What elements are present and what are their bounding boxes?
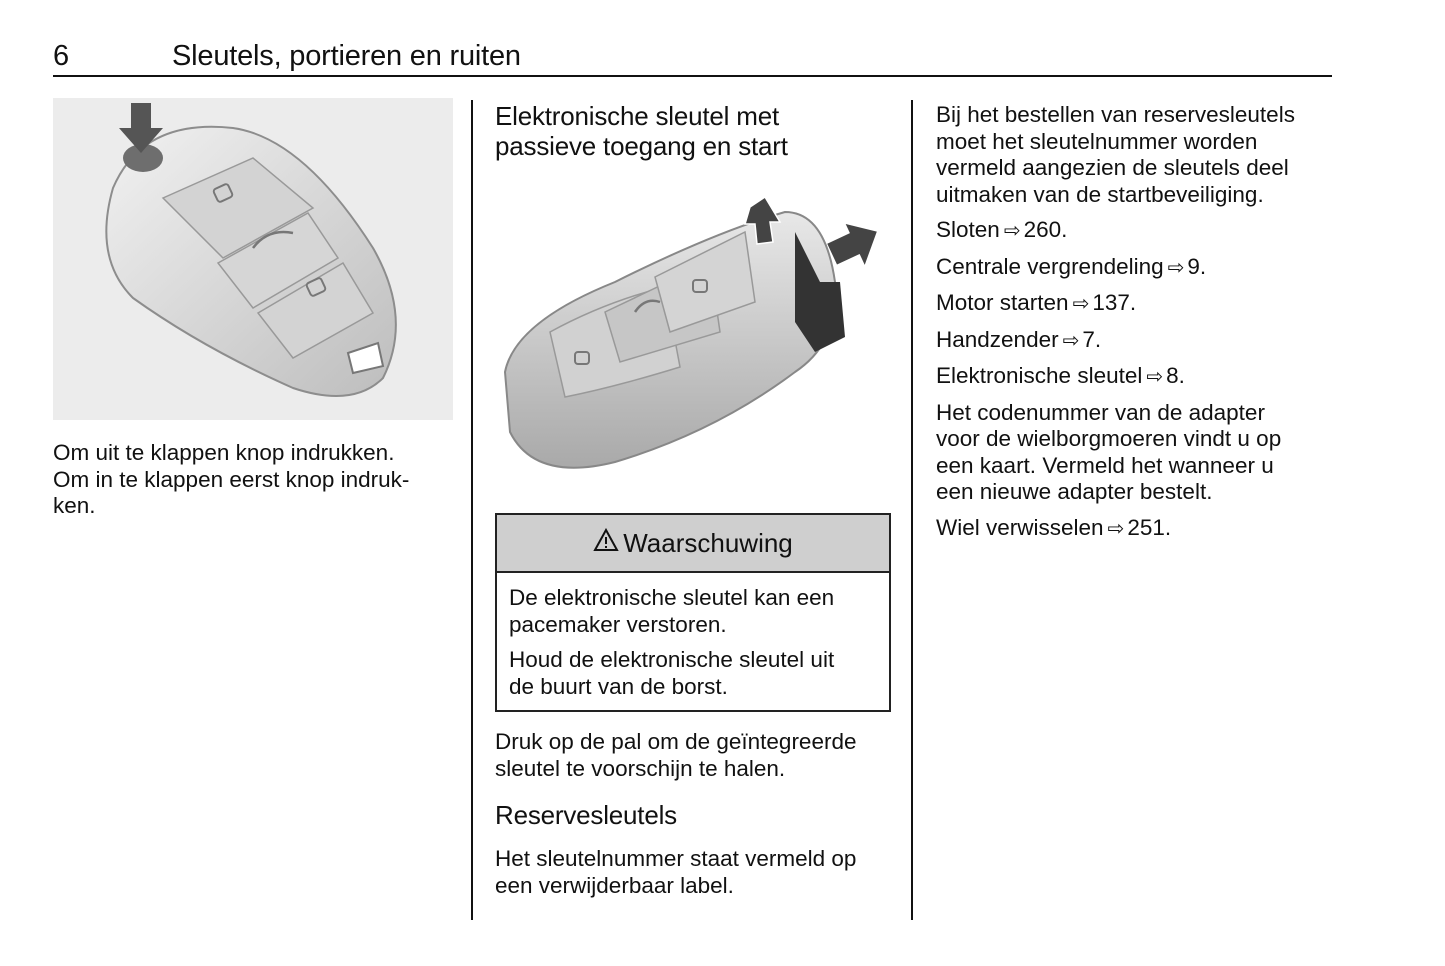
- cross-reference[interactable]: Elektronische sleutel ⇨ 8.: [936, 363, 1336, 391]
- warning-paragraph: De elektronische sleutel kan een pacemaker verstoren.: [509, 585, 835, 637]
- paragraph-key-number: Het sleutelnummer staat vermeld op een verwijderbaar label.: [495, 846, 857, 898]
- reference-arrow-icon: ⇨: [1003, 220, 1021, 242]
- reference-arrow-icon: ⇨: [1072, 293, 1090, 315]
- section-heading-electronic-key: Elektronische sleutel met passieve toegang en start: [495, 101, 788, 161]
- header-rule: [53, 75, 1332, 77]
- cross-reference[interactable]: Wiel verwisselen ⇨ 251.: [936, 515, 1336, 543]
- page-title: Sleutels, portieren en ruiten: [172, 40, 521, 72]
- cross-reference[interactable]: Centrale vergrendeling ⇨ 9.: [936, 254, 1336, 282]
- reference-arrow-icon: ⇨: [1062, 329, 1080, 352]
- cross-reference[interactable]: Motor starten ⇨ 137.: [936, 290, 1336, 318]
- folding-key-illustration: [53, 98, 453, 420]
- warning-box: [495, 513, 891, 712]
- column-divider-1: [471, 100, 473, 920]
- paragraph-adapter-code: Het codenummer van de adapter voor de wielborgmoeren vindt u op een kaart. Vermeld het wanneer u een nieuwe adapter bestelt.: [936, 399, 1282, 504]
- reference-arrow-icon: ⇨: [1107, 517, 1125, 540]
- warning-paragraph: Houd de elektronische sleutel uit de buurt van de borst.: [509, 647, 835, 699]
- column-divider-2: [911, 100, 913, 920]
- electronic-key-illustration: [495, 172, 895, 490]
- paragraph-integrated-key: Druk op de pal om de geïntegreerde sleutel te voorschijn te halen.: [495, 729, 857, 781]
- section-heading-spare-keys: Reservesleutels: [495, 800, 677, 830]
- reference-arrow-icon: ⇨: [1146, 366, 1164, 388]
- cross-reference[interactable]: Handzender ⇨ 7.: [936, 327, 1336, 355]
- page-number: 6: [53, 40, 70, 72]
- folding-key-caption: Om uit te klappen knop indrukken. Om in te klappen eerst knop indruk- ken.: [53, 440, 410, 518]
- warning-triangle-icon: [593, 528, 619, 559]
- warning-title: Waarschuwing: [497, 515, 889, 573]
- cross-reference[interactable]: Sloten ⇨ 260.: [936, 217, 1336, 245]
- reference-arrow-icon: ⇨: [1167, 256, 1185, 279]
- paragraph-ordering-keys: Bij het bestellen van reservesleutels moet het sleutelnummer worden vermeld aangezien de sleutels deel uitmaken van de startbeveiliging.: [936, 102, 1295, 207]
